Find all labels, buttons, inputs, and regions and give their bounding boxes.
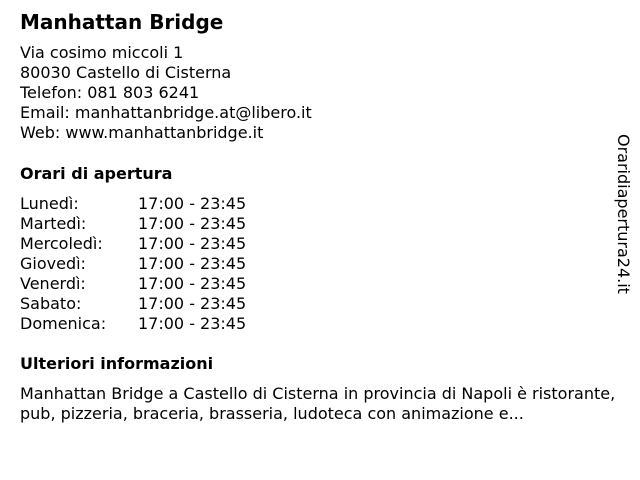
hours-time: 17:00 - 23:45 <box>138 214 247 233</box>
hours-time: 17:00 - 23:45 <box>138 274 247 293</box>
hours-heading: Orari di apertura <box>20 164 173 183</box>
brand-text: Oraridiapertura24.it <box>614 134 633 294</box>
info-heading: Ulteriori informazioni <box>20 354 214 373</box>
email-text: Email: manhattanbridge.at@libero.it <box>20 103 312 122</box>
brand-watermark <box>612 134 634 310</box>
contact-block <box>20 43 312 143</box>
hours-time: 17:00 - 23:45 <box>138 234 247 253</box>
info-description: Manhattan Bridge a Castello di Cisterna in provincia di Napoli è ristorante, pub, pizzeria, braceria, brasseria, ludoteca con animazione e... <box>20 384 616 423</box>
hours-time: 17:00 - 23:45 <box>138 194 247 213</box>
hours-day: Venerdì: <box>20 274 86 293</box>
business-name: Manhattan Bridge <box>20 10 224 34</box>
hours-table <box>20 194 246 334</box>
hours-time: 17:00 - 23:45 <box>138 294 247 313</box>
hours-row-thursday <box>20 254 246 274</box>
hours-day: Domenica: <box>20 314 107 333</box>
hours-time: 17:00 - 23:45 <box>138 254 247 273</box>
hours-row-sunday <box>20 314 246 334</box>
hours-day: Mercoledì: <box>20 234 103 253</box>
hours-day: Lunedì: <box>20 194 79 213</box>
hours-row-tuesday <box>20 214 246 234</box>
web-text: Web: www.manhattanbridge.it <box>20 123 264 142</box>
address-street: Via cosimo miccoli 1 <box>20 43 184 62</box>
hours-day: Martedì: <box>20 214 87 233</box>
hours-row-saturday <box>20 294 246 314</box>
hours-row-friday <box>20 274 246 294</box>
hours-row-monday <box>20 194 246 214</box>
hours-day: Sabato: <box>20 294 82 313</box>
hours-day: Giovedì: <box>20 254 86 273</box>
hours-time: 17:00 - 23:45 <box>138 314 247 333</box>
phone-text: Telefon: 081 803 6241 <box>20 83 200 102</box>
address-city: 80030 Castello di Cisterna <box>20 63 232 82</box>
hours-row-wednesday <box>20 234 246 254</box>
